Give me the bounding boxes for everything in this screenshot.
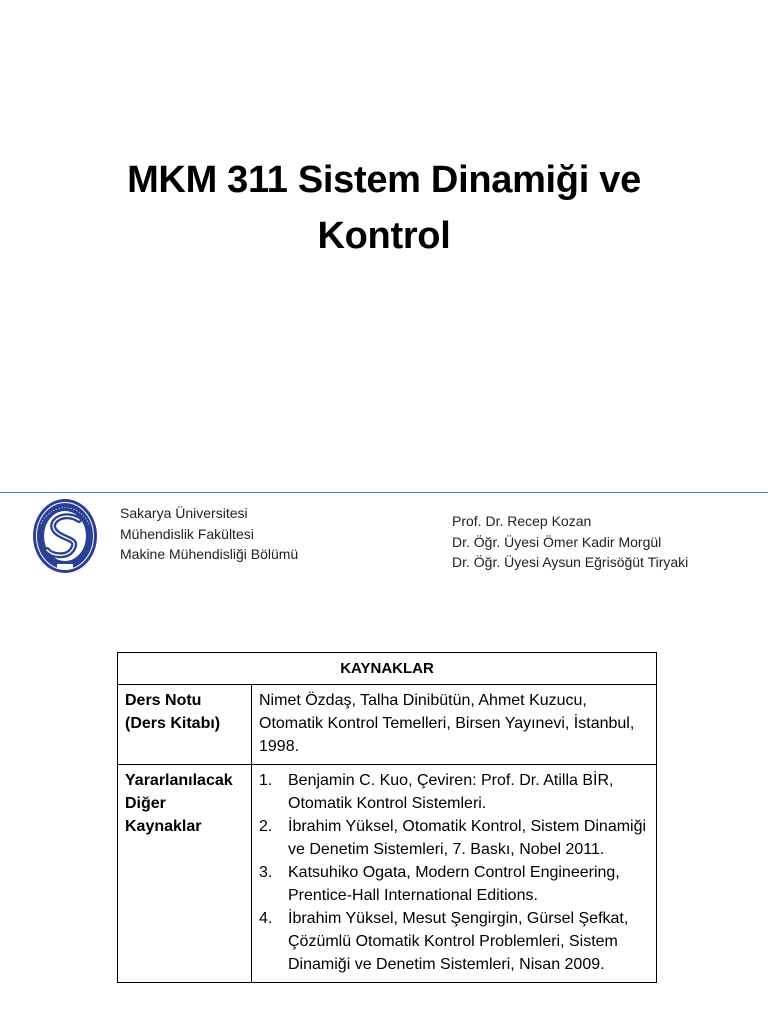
table-row bbox=[118, 685, 657, 765]
institution-block bbox=[120, 503, 298, 565]
course-notes-text: Nimet Özdaş, Talha Dinibütün, Ahmet Kuzucu, Otomatik Kontrol Temelleri, Birsen Yayınevi, İstanbul, 1998. bbox=[252, 685, 657, 765]
title-line-2: Kontrol bbox=[317, 215, 451, 257]
author-3: Dr. Öğr. Üyesi Aysun Eğrisöğüt Tiryaki bbox=[452, 554, 689, 570]
page-title bbox=[0, 152, 768, 264]
university-name: Sakarya Üniversitesi bbox=[120, 505, 248, 521]
university-seal-icon bbox=[32, 498, 98, 574]
references-table bbox=[117, 652, 657, 983]
author-2: Dr. Öğr. Üyesi Ömer Kadir Morgül bbox=[452, 533, 662, 550]
author-1: Prof. Dr. Recep Kozan bbox=[452, 513, 592, 529]
list-item: 4. İbrahim Yüksel, Mesut Şengirgin, Gürsel Şefkat, Çözümlü Otomatik Kontrol Problemleri, Sistem Dinamiği ve Denetim Sistemleri, Nisan 2009. bbox=[259, 910, 629, 973]
authors-block bbox=[452, 511, 688, 573]
list-item: 2. İbrahim Yüksel, Otomatik Kontrol, Sistem Dinamiği ve Denetim Sistemleri, 7. Baskı, Nobel 2011. bbox=[259, 818, 647, 858]
title-line-1: MKM 311 Sistem Dinamiği ve bbox=[127, 159, 641, 201]
list-item: 1. Benjamin C. Kuo, Çeviren: Prof. Dr. Atilla BİR, Otomatik Kontrol Sistemleri. bbox=[259, 772, 614, 812]
references-header-row bbox=[118, 653, 657, 685]
row-label-other-sources: Yararlanılacak Diğer Kaynaklar bbox=[118, 765, 252, 983]
row-label-course-notes: Ders Notu (Ders Kitabı) bbox=[118, 685, 252, 765]
references-header: KAYNAKLAR bbox=[118, 653, 657, 685]
list-item: 3. Katsuhiko Ogata, Modern Control Engineering, Prentice-Hall International Editions. bbox=[259, 864, 620, 904]
divider-line bbox=[0, 492, 768, 493]
other-sources-cell bbox=[252, 765, 657, 983]
faculty-name: Mühendislik Fakültesi bbox=[120, 525, 254, 542]
reference-list bbox=[259, 769, 650, 976]
table-row bbox=[118, 765, 657, 983]
department-name: Makine Mühendisliği Bölümü bbox=[120, 546, 299, 562]
